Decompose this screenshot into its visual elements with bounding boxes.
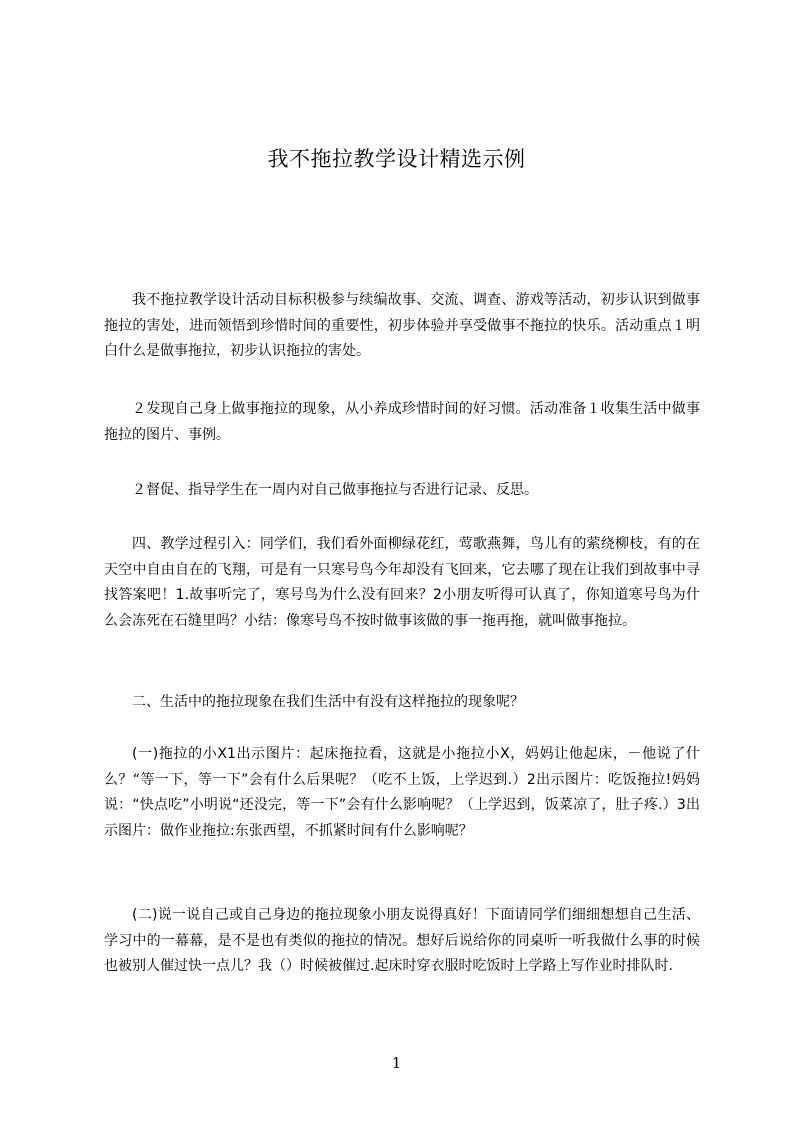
paragraph-preparation: ２发现自己身上做事拖拉的现象，从小养成珍惜时间的好习惯。活动准备１收集生活中做事拖拉的图片、事例。 (104, 401, 700, 443)
paragraph-examples: (一)拖拉的小X1出示图片：起床拖拉看，这就是小拖拉小X，妈妈让他起床，－他说了什么？“等一下，等一下”会有什么后果呢？（吃不上饭，上学迟到.）2出示图片：吃饭拖拉!妈妈说：“快点吃”小明说“还没完，等一下”会有什么影响呢？（上学迟到，饭菜凉了，肚子疼.）3出示图片：做作业拖拉:东张西望，不抓紧时间有什么影响呢？ (104, 746, 700, 839)
paragraph-discussion: (二)说一说自己或自己身边的拖拉现象小朋友说得真好！下面请同学们细细想想自己生活、学习中的一幕幕，是不是也有类似的拖拉的情况。想好后说给你的同桌听一听我做什么事的时候也被别人催过快一点儿？我（）时候被催过.起床时穿衣服时吃饭时上学路上写作业时排队时. (104, 907, 700, 974)
paragraph-introduction: 四、教学过程引入：同学们，我们看外面柳绿花红，莺歌燕舞，鸟儿有的萦绕柳枝，有的在天空中自由自在的飞翔，可是有一只寒号鸟今年却没有飞回来，它去哪了现在让我们到故事中寻找答案吧！1.故事听完了，寒号鸟为什么没有回来？2小朋友听得可认真了，你知道寒号鸟为什么会冻死在石缝里吗？小结：像寒号鸟不按时做事该做的事一拖再拖，就叫做事拖拉。 (104, 536, 700, 629)
document-title: 我不拖拉教学设计精选示例 (267, 147, 526, 171)
page-number: 1 (391, 1054, 402, 1072)
paragraph-section-two: 二、生活中的拖拉现象在我们生活中有没有这样拖拉的现象呢？ (132, 694, 524, 710)
paragraph-objectives: 我不拖拉教学设计活动目标积极参与续编故事、交流、调查、游戏等活动，初步认识到做事拖拉的害处，进而领悟到珍惜时间的重要性，初步体验并享受做事不拖拉的快乐。活动重点１明白什么是做事拖拉，初步认识拖拉的害处。 (104, 292, 700, 359)
paragraph-supervision: ２督促、指导学生在一周内对自己做事拖拉与否进行记录、反思。 (132, 482, 538, 498)
